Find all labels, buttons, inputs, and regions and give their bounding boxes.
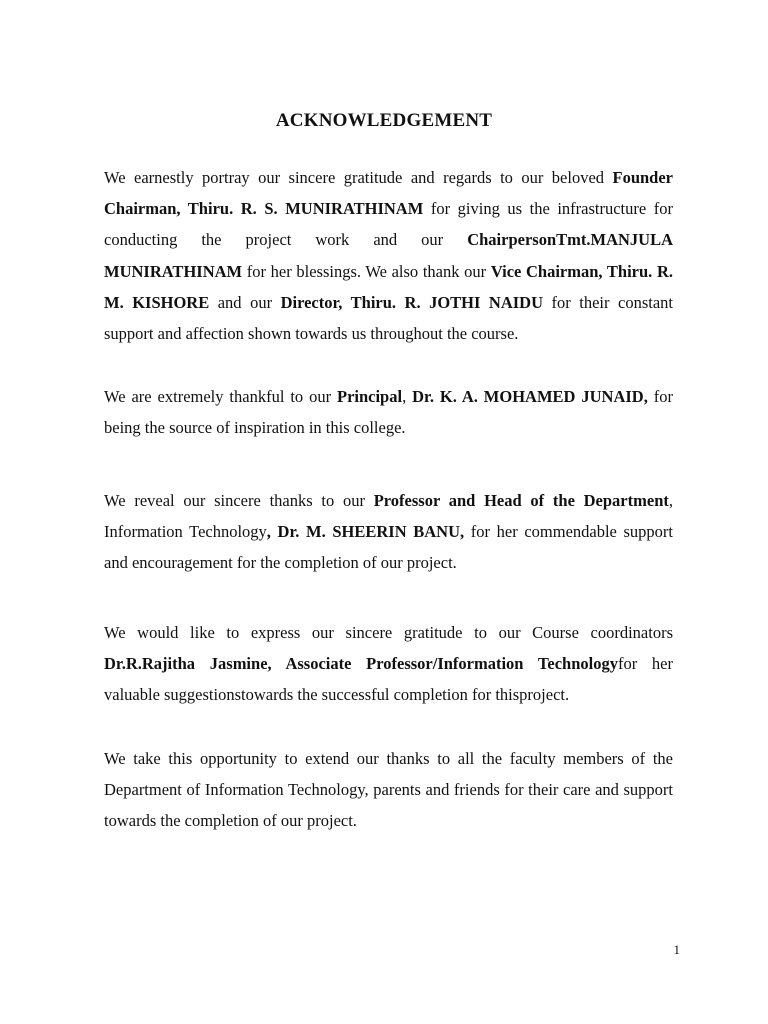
bold-span: Professor and Head of the Department — [373, 491, 669, 510]
text-span: We are extremely thankful to our — [104, 387, 337, 406]
bold-span: Director, Thiru. R. JOTHI NAIDU — [280, 292, 544, 312]
text-span: We take this opportunity to extend our thanks to all the faculty members of the Department of Information Technology, parents and friends for their care and support towards the completion of our project. — [104, 749, 673, 831]
paragraph-coordinators — [104, 617, 673, 711]
text-span: for being the source of inspiration in this college. — [104, 387, 673, 438]
text-span: for giving us the infrastructure for conducting the project work and our — [104, 199, 673, 250]
text-span: for her blessings. We also thank our — [242, 261, 491, 281]
text-span: We earnestly portray our sincere gratitude and regards to our beloved — [104, 168, 613, 187]
bold-span: Vice Chairman, Thiru. R. M. KISHORE — [104, 261, 673, 312]
text-span: We reveal our sincere thanks to our — [104, 491, 374, 510]
page-number: 1 — [673, 942, 680, 957]
text-span: for their constant support and affection shown towards us throughout the course. — [104, 292, 673, 344]
bold-span: Dr.R.Rajitha Jasmine, Associate Professor/Information Technology — [104, 654, 618, 674]
bold-span: ChairpersonTmt.MANJULA MUNIRATHINAM — [104, 230, 673, 281]
paragraph-faculty — [104, 743, 673, 837]
bold-span: Founder Chairman, Thiru. R. S. MUNIRATHINAM — [104, 168, 673, 219]
text-span: for her valuable suggestionstowards the successful completion for thisproject. — [104, 654, 674, 705]
page-title: ACKNOWLEDGEMENT — [275, 110, 493, 131]
bold-span: , Dr. M. SHEERIN BANU, — [266, 522, 465, 542]
bold-span: Dr. K. A. MOHAMED JUNAID, — [412, 387, 648, 406]
text-span: , — [402, 387, 413, 406]
text-span: for her commendable support and encouragement for the completion of our project. — [104, 522, 674, 573]
paragraph-founders — [104, 162, 673, 349]
text-span: , Information Technology — [104, 491, 673, 542]
bold-span: Principal — [336, 387, 403, 406]
text-span: and our — [209, 292, 281, 312]
paragraph-principal — [104, 381, 673, 443]
text-span: We would like to express our sincere gratitude to our Course coordinators — [104, 623, 673, 642]
paragraph-hod — [104, 485, 673, 579]
